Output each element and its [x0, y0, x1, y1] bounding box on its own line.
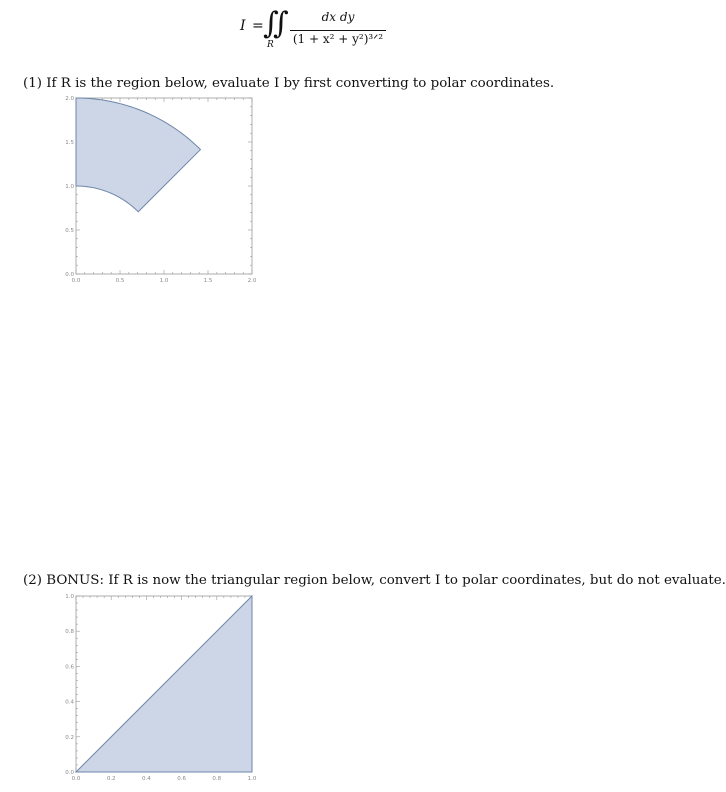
- y-tick-label: 0.6: [65, 664, 74, 671]
- y-tick-label: 0.0: [65, 770, 74, 776]
- x-tick-label: 0.5: [115, 278, 125, 284]
- y-tick-label: 0.8: [65, 629, 74, 636]
- triangle-region: [76, 596, 252, 772]
- fraction-bar: [290, 30, 386, 31]
- y-tick-label: 0.0: [65, 272, 74, 278]
- question-2-label: (2): [23, 573, 42, 588]
- annular-sector-region: [76, 98, 200, 212]
- question-1-text: If R is the region below, evaluate I by first converting to polar coordinates.: [46, 76, 555, 91]
- y-tick-label: 0.2: [65, 734, 74, 741]
- x-tick-label: 1.5: [203, 278, 213, 284]
- y-tick-label: 1.5: [65, 140, 74, 146]
- integral-region: R: [267, 40, 274, 50]
- question-1-label: (1): [23, 76, 42, 91]
- x-tick-label: 0.2: [106, 776, 116, 782]
- formula-numerator: dx dy: [321, 10, 355, 24]
- question-1: [23, 76, 554, 91]
- double-integral-symbol: ∬: [263, 6, 289, 41]
- formula-denominator: (1 + x² + y²)³ᐟ²: [292, 32, 384, 46]
- formula-equals: =: [252, 18, 264, 34]
- x-tick-label: 1.0: [247, 776, 257, 782]
- x-tick-label: 0.0: [71, 776, 81, 782]
- x-tick-label: 0.8: [212, 776, 222, 782]
- y-tick-label: 2.0: [65, 96, 74, 102]
- y-tick-label: 0.5: [65, 228, 74, 234]
- question-2-text: BONUS: If R is now the triangular region below, convert I to polar coordinates, but do not evaluate.: [46, 573, 726, 588]
- x-tick-label: 0.6: [177, 776, 186, 782]
- y-tick-label: 0.4: [65, 699, 74, 706]
- region-plot-1: [55, 92, 265, 287]
- formula-lhs: I: [240, 18, 246, 34]
- x-tick-label: 1.0: [159, 278, 169, 284]
- x-tick-label: 0.0: [71, 278, 81, 284]
- integral-formula: [240, 8, 400, 54]
- y-tick-label: 1.0: [65, 184, 74, 190]
- region-plot-2: [55, 590, 265, 785]
- question-2: [23, 573, 726, 588]
- x-tick-label: 0.4: [142, 776, 151, 782]
- y-tick-label: 1.0: [65, 594, 74, 600]
- x-tick-label: 2.0: [247, 278, 257, 284]
